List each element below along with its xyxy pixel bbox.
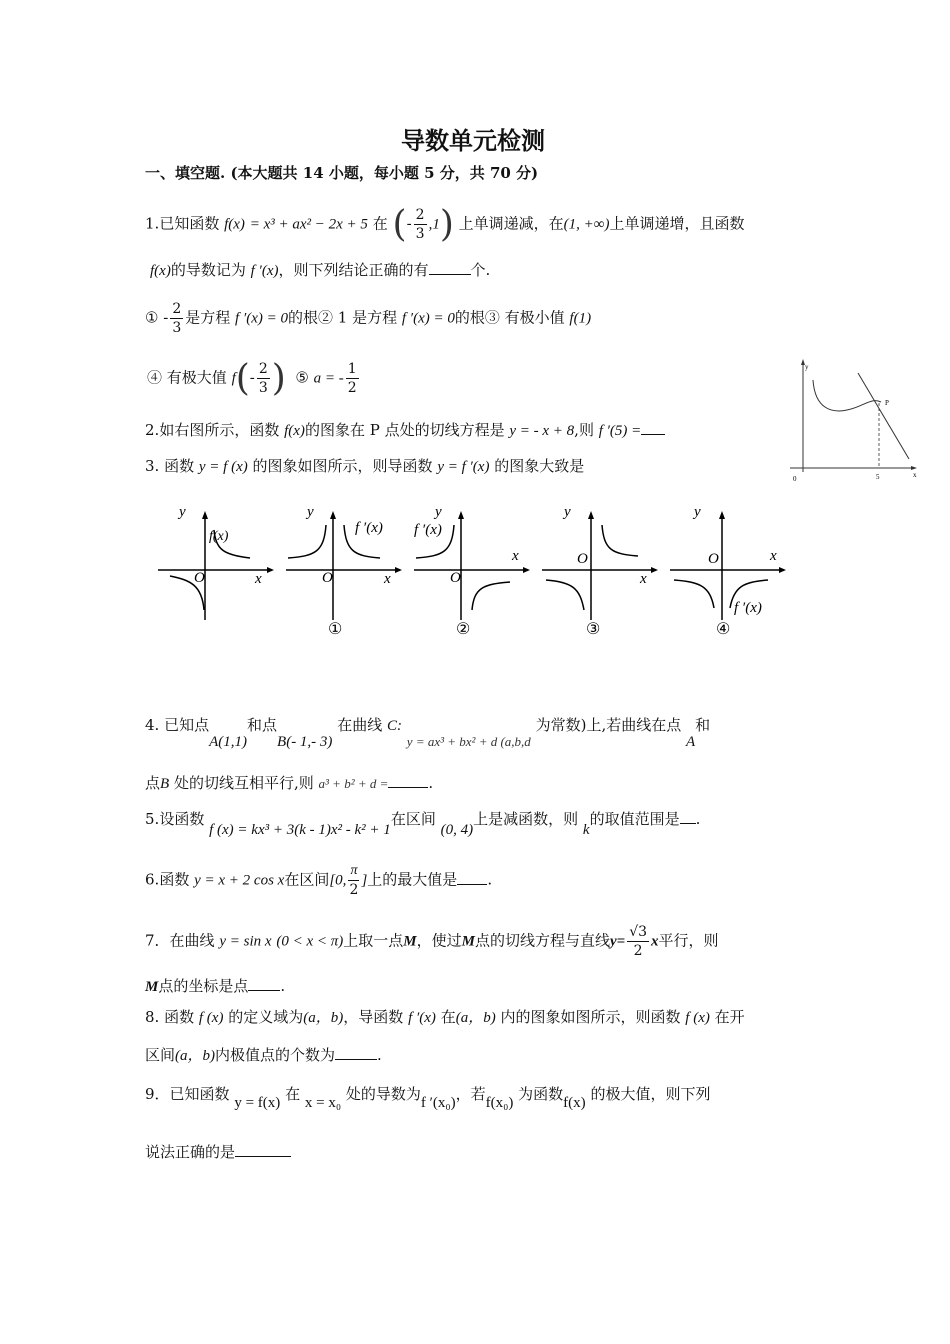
q7-mid: 上取一点 — [343, 931, 404, 950]
q3-graph-2 — [414, 504, 530, 638]
q2-eq: y = - x + 8 — [509, 423, 575, 439]
q7-m2: M — [461, 933, 475, 950]
q2-mid: 的图象在 P 点处的切线方程是 — [304, 421, 505, 439]
svg-text:x: x — [770, 548, 777, 564]
q1-fx: f(x) — [224, 216, 245, 233]
q4-point-b: B(- 1,- 3) — [277, 734, 333, 750]
q6-left: [0, — [329, 872, 347, 889]
svg-text:y: y — [694, 504, 701, 520]
svg-text:x: x — [512, 548, 519, 564]
q1-increasing: 上单调递增，且函数 — [609, 214, 745, 233]
q5-mid: 在区间 — [390, 810, 436, 828]
svg-text:③: ③ — [586, 621, 601, 638]
q6-number: 6. — [145, 870, 160, 889]
answer-blank[interactable] — [335, 1045, 377, 1060]
q8-end: . — [377, 1046, 382, 1064]
q3-number: 3. — [145, 457, 160, 475]
q4-number: 4. — [145, 716, 160, 734]
q1-opt1-text: 是方程 — [185, 308, 231, 327]
q9-d: ，若 — [455, 1085, 486, 1103]
q3-graph-original — [158, 504, 274, 620]
q8-number: 8. — [145, 1008, 160, 1026]
q1-text: 已知函数 — [159, 214, 220, 233]
q2-number: 2. — [145, 421, 160, 439]
q1-opt4-fraction: $\frac{2}{3}$ — [258, 361, 268, 396]
q6-pre: 函数 — [159, 870, 190, 889]
q9-b: 在 — [285, 1085, 301, 1103]
svg-text:O: O — [322, 570, 333, 586]
q5-interval: (0, 4) — [440, 822, 474, 838]
q9-fp: f ′(x₀) — [420, 1095, 456, 1111]
q1-opt2-eq: f ′(x) = 0 — [401, 310, 455, 327]
q1-opt3-f: f(1) — [569, 310, 592, 327]
svg-text:f(x): f(x) — [209, 529, 229, 544]
q1-opt4-minus: - — [249, 368, 255, 387]
question-1-line-1: 1.已知函数 f(x) = x³ + ax² − 2x + 5 在 (- $\frac{2}{3}$ ,1) 上单调递减，在(1, +∞)上单调递增，且函数 — [145, 204, 745, 245]
q7-tail: 平行，则 — [658, 931, 719, 950]
q2-figure — [785, 355, 920, 490]
q1-opt5: ⑤ — [295, 368, 309, 387]
q1-equation: = x³ + ax² − 2x + 5 — [249, 216, 368, 233]
q8-f: 在开 — [714, 1008, 745, 1026]
q1-opt1-fraction: $\frac{2}{3}$ — [172, 301, 182, 336]
q8-ab3: (a，b) — [175, 1048, 216, 1064]
q1-opt4: ④ 有极大值 — [147, 368, 227, 387]
q4-line2-b: 处的切线互相平行,则 — [173, 774, 314, 792]
q1-opt1-mark: ① — [145, 308, 159, 327]
q1-interval: (1, +∞) — [563, 216, 610, 233]
q8-d: 在 — [440, 1008, 456, 1026]
page-title: 导数单元检测 — [401, 126, 545, 155]
answer-blank[interactable] — [235, 1142, 291, 1157]
q8-line2-b: 内极值点的个数为 — [215, 1046, 336, 1064]
q2-tangent-line — [858, 373, 909, 459]
svg-text:O: O — [577, 551, 588, 567]
q6-tail: 上的最大值是 — [367, 870, 458, 889]
q7-mid2: ，使过 — [416, 931, 462, 950]
q7-mid3: 点的切线方程与直线 — [474, 931, 610, 950]
svg-text:x: x — [640, 571, 647, 587]
question-1-options-a — [145, 300, 591, 337]
q7-x: x — [651, 933, 659, 950]
q4-curve-name: C: — [387, 718, 403, 734]
q7-fraction: $\frac{√3}{2}$ — [629, 924, 648, 959]
question-2 — [145, 419, 665, 440]
q9-f: 的极大值，则下列 — [590, 1085, 711, 1103]
q2-y-label: y — [805, 363, 809, 371]
q1-number: 1. — [145, 214, 160, 233]
q9-e: 为函数 — [518, 1085, 564, 1103]
svg-text:O: O — [708, 551, 719, 567]
q2-pre: 如右图所示，函数 — [159, 421, 280, 439]
q9-x0: x = x₀ — [304, 1095, 342, 1111]
q2-fx: f(x) — [284, 423, 305, 439]
q7-eq: y = sin x — [219, 933, 272, 950]
svg-text:y: y — [564, 504, 571, 520]
q8-a: 函数 — [164, 1008, 195, 1026]
svg-text:f ′(x): f ′(x) — [355, 520, 383, 536]
answer-blank[interactable] — [680, 809, 696, 824]
q1-opt1-tail: 的根② — [288, 308, 334, 327]
q9-line2: 说法正确的是 — [145, 1143, 236, 1161]
q3-graph-3 — [542, 504, 658, 638]
q5-pre: 设函数 — [159, 810, 205, 828]
q4-b2: B — [160, 776, 170, 792]
q8-fpx: f ′(x) — [408, 1010, 436, 1026]
question-3 — [145, 455, 584, 476]
q8-ab: (a，b) — [303, 1010, 344, 1026]
svg-text:②: ② — [456, 621, 471, 638]
q2-x-label: x — [913, 471, 917, 479]
q5-tail: 的取值范围是 — [589, 810, 680, 828]
q6-fraction: $\frac{\pi}{2}$ — [349, 863, 359, 898]
answer-blank[interactable] — [457, 870, 487, 885]
q2-origin-label: 0 — [793, 475, 797, 483]
q1-line2-b: ，则下列结论正确的有 — [278, 261, 429, 279]
svg-text:y: y — [435, 504, 442, 520]
answer-blank[interactable] — [248, 976, 280, 991]
q4-eq: y = ax³ + bx² + d (a,b,d — [406, 734, 531, 749]
svg-text:①: ① — [328, 621, 343, 638]
q1-opt4-f: f — [231, 370, 236, 387]
q5-k: k — [582, 822, 590, 838]
q1-opt1-minus: - — [163, 308, 169, 327]
q7-line2-m: M — [145, 979, 159, 995]
question-1-options-b: ④ 有极大值 f(- $\frac{2}{3}$ ) ⑤ a = - $\frac{1}{2}$ — [147, 358, 357, 399]
q1-line2-fpx: f ′(x) — [250, 263, 279, 279]
q3-tail: 的图象大致是 — [494, 457, 585, 475]
q8-b: 的定义域为 — [228, 1008, 304, 1026]
q1-opt1-eq: f ′(x) = 0 — [235, 310, 288, 327]
q3-graphs — [150, 500, 800, 650]
q8-e: 内的图象如图所示，则函数 — [500, 1008, 681, 1026]
question-4-line-1 — [145, 714, 711, 750]
q4-b: 和点 — [247, 716, 278, 734]
q1-opt5-fraction: $\frac{1}{2}$ — [347, 361, 357, 396]
svg-text:O: O — [450, 570, 461, 586]
q5-mid2: 上是减函数，则 — [473, 810, 579, 828]
q7-number: 7． — [145, 931, 170, 950]
q6-eq: y = x + 2 cos x — [194, 872, 285, 889]
q4-point-a: A(1,1) — [209, 734, 248, 750]
q1-line2-c: 个. — [470, 261, 491, 279]
q8-fx2: f (x) — [685, 1010, 710, 1026]
q8-c: ，导函数 — [343, 1008, 404, 1026]
question-7-line-1 — [145, 923, 719, 960]
question-1-line-2 — [150, 259, 490, 280]
q7-pre: 在曲线 — [169, 931, 215, 950]
q4-end: . — [428, 774, 434, 792]
question-4-line-2 — [145, 772, 433, 793]
q7-line2: 点的坐标是点 — [158, 977, 249, 995]
svg-text:y: y — [179, 504, 186, 520]
section-heading: 一、填空题. (本大题共 14 小题，每小题 5 分，共 70 分) — [145, 164, 539, 182]
q9-fx: f(x) — [563, 1095, 586, 1111]
question-8-line-1 — [145, 1006, 745, 1027]
q3-graph-4 — [670, 504, 786, 638]
q2-p-label: P — [885, 399, 889, 407]
question-8-line-2 — [145, 1044, 382, 1065]
q1-in: 在 — [372, 214, 388, 233]
q3-eq2: y = f ′(x) — [437, 459, 490, 475]
q1-opt5-a: a = - — [313, 370, 344, 387]
q6-end: . — [487, 870, 493, 889]
question-6 — [145, 862, 492, 899]
q7-m: M — [403, 933, 417, 950]
answer-blank[interactable] — [388, 773, 428, 788]
q9-c: 处的导数为 — [345, 1085, 421, 1103]
q1-decreasing: 上单调递减，在 — [458, 214, 564, 233]
q1-opt2-tail: 的根③ 有极小值 — [454, 308, 565, 327]
question-9-line-2 — [145, 1141, 291, 1162]
q5-end: . — [695, 810, 701, 828]
answer-blank[interactable] — [429, 260, 471, 275]
answer-blank[interactable] — [641, 420, 665, 435]
svg-text:f ′(x): f ′(x) — [414, 522, 442, 538]
q4-e: 和 — [695, 716, 711, 734]
q1-opt2-text: 1 是方程 — [337, 308, 398, 327]
svg-text:f ′(x): f ′(x) — [734, 600, 762, 616]
q6-right: ] — [361, 872, 368, 889]
q8-line2-a: 区间 — [145, 1046, 176, 1064]
q1-minus: - — [406, 214, 412, 233]
q4-line2-a: 点 — [145, 774, 161, 792]
svg-text:y: y — [307, 504, 314, 520]
q8-ab2: (a，b) — [455, 1010, 496, 1026]
question-5 — [145, 808, 701, 838]
q7-cond: (0 < x < π) — [276, 933, 344, 950]
q6-mid: 在区间 — [284, 870, 330, 889]
q1-one: ,1 — [428, 216, 440, 233]
q9-f0: f(x₀) — [485, 1095, 514, 1111]
q1-line2-fx: f(x) — [150, 263, 171, 279]
q4-c: 在曲线 — [337, 716, 383, 734]
q4-a2: A — [686, 734, 696, 750]
question-7-line-2 — [145, 975, 285, 996]
q2-tail: ,则 — [574, 421, 594, 439]
q1-line2-a: 的导数记为 — [170, 261, 246, 279]
q9-number: 9． — [145, 1085, 170, 1103]
question-9-line-1 — [145, 1083, 711, 1111]
q4-expr: a³ + b² + d = — [318, 776, 389, 791]
svg-text:x: x — [384, 571, 391, 587]
q2-five-label: 5 — [876, 473, 880, 481]
q4-d: 为常数)上,若曲线在点 — [535, 716, 682, 734]
q3-pre: 函数 — [164, 457, 195, 475]
q8-fx: f (x) — [198, 1010, 224, 1026]
svg-text:x: x — [255, 571, 262, 587]
q3-mid: 的图象如图所示，则导函数 — [252, 457, 433, 475]
q7-end: . — [280, 977, 286, 995]
q1-fraction: $\frac{2}{3}$ — [415, 207, 425, 242]
svg-text:④: ④ — [716, 621, 731, 638]
q5-number: 5. — [145, 810, 160, 828]
q3-eq1: y = f (x) — [198, 459, 248, 475]
q9-eq: y = f(x) — [234, 1095, 281, 1111]
q9-a: 已知函数 — [169, 1085, 230, 1103]
svg-text:O: O — [194, 570, 205, 586]
q5-eq: f (x) = kx³ + 3(k - 1)x² - k² + 1 — [209, 822, 391, 838]
q4-a: 已知点 — [164, 716, 210, 734]
q2-fp: f ′(5) = — [598, 423, 642, 439]
q3-graph-1 — [286, 504, 402, 638]
q7-yeq: y= — [609, 933, 626, 950]
